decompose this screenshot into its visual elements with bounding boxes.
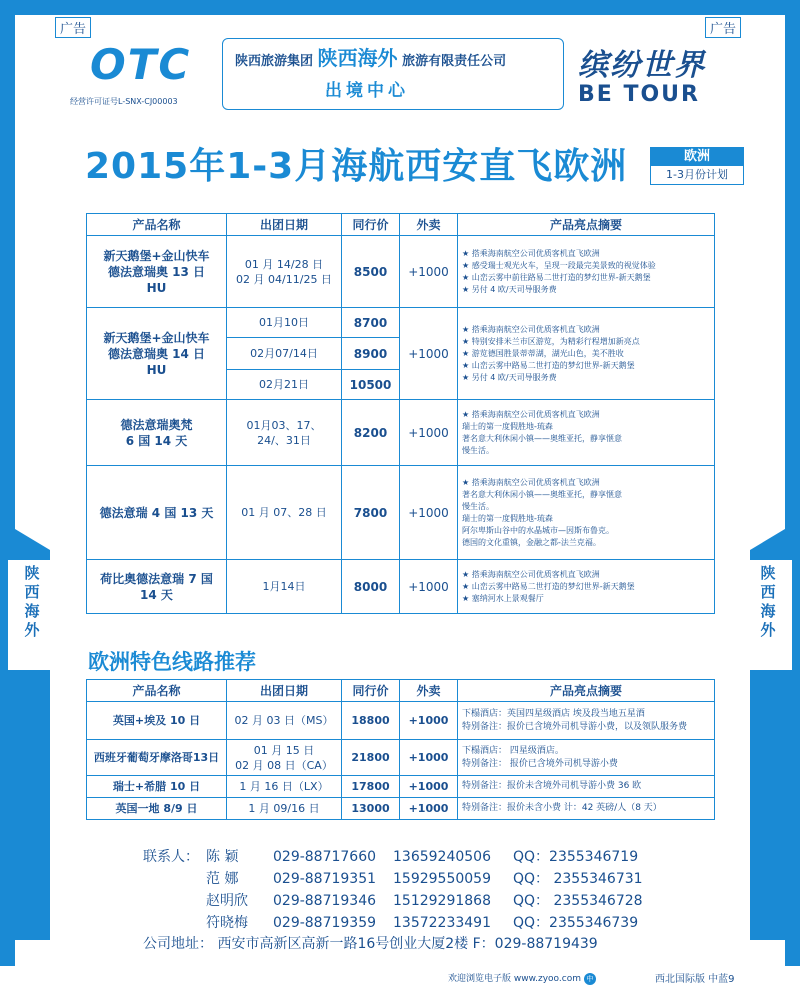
retail-markup: +1000 [400, 466, 458, 560]
company-address: 公司地址： 西安市高新区高新一路16号创业大厦2楼 F：029-88719439 [143, 936, 598, 952]
contacts-label: 联系人： [143, 849, 199, 865]
trade-price: 17800 [342, 776, 400, 798]
contact-phone: 029-88719351 [273, 871, 377, 887]
header-price: 同行价 [342, 680, 400, 702]
header-name: 产品名称 [87, 214, 227, 236]
highlights: ★ 搭乘海南航空公司优质客机直飞欧洲 著名意大利休闲小镇——奥维亚托，静享惬意 慢生活。 瑞士的第一度假胜地-琉森 阿尔卑斯山谷中的水晶城市—因斯布鲁克。 德国的文化重镇，金融之都-法兰克福。 [458, 466, 715, 560]
departure-date: 02 月 03 日（MS） [227, 702, 342, 740]
table-row [87, 798, 715, 820]
header-price: 同行价 [342, 214, 400, 236]
contact-name: 陈 颖 [206, 849, 239, 865]
trade-price: 8000 [342, 560, 400, 614]
footer-url: 欢迎浏览电子版 www.zyoo.com [448, 974, 581, 984]
header-sell: 外卖 [400, 680, 458, 702]
table-row [87, 236, 715, 308]
departure-date: 01 月 15 日 02 月 08 日（CA） [227, 740, 342, 776]
table-row [87, 466, 715, 560]
contact-mobile: 13659240506 [393, 849, 491, 865]
header-highlights: 产品亮点摘要 [458, 214, 715, 236]
featured-routes-table [86, 679, 715, 820]
frame-top [0, 0, 800, 15]
highlights: ★ 搭乘海南航空公司优质客机直飞欧洲 ★ 山峦云雾中路易二世打造的梦幻世界-新天鹅堡 ★ 塞纳河水上景观餐厅 [458, 560, 715, 614]
retail-markup: +1000 [400, 308, 458, 400]
contact-phone: 029-88717660 [273, 849, 377, 865]
retail-markup: +1000 [400, 400, 458, 466]
company-short: 陕西海外 [317, 46, 398, 70]
department-name: 出境中心 [325, 81, 409, 101]
contact-mobile: 15929550059 [393, 871, 491, 887]
ad-label-right: 广告 [705, 17, 741, 38]
departure-date: 02月07/14日 [227, 338, 342, 370]
highlights: 下榻酒店： 四星级酒店。 特别备注： 报价已含境外司机导游小费 [458, 740, 715, 776]
table-row [87, 400, 715, 466]
group-name: 陕西旅游集团 [235, 54, 314, 69]
company-name [235, 42, 506, 71]
product-name: 荷比奥德法意瑞 7 国 14 天 [87, 560, 227, 614]
europe-badge [650, 147, 744, 185]
product-name: 英国一地 8/9 日 [87, 798, 227, 820]
header-highlights: 产品亮点摘要 [458, 680, 715, 702]
section-title: 欧洲特色线路推荐 [88, 650, 256, 674]
contact-qq: QQ：2355346739 [513, 915, 639, 931]
retail-markup: +1000 [400, 236, 458, 308]
departure-date: 1 月 16 日（LX） [227, 776, 342, 798]
departure-date: 01月03、17、 24/、31日 [227, 400, 342, 466]
product-name: 瑞士+希腊 10 日 [87, 776, 227, 798]
retail-markup: +1000 [400, 740, 458, 776]
product-name: 德法意瑞奥梵 6 国 14 天 [87, 400, 227, 466]
ad-label-left: 广告 [55, 17, 91, 38]
highlights: 下榻酒店：英国四星级酒店 埃及段当地五星酒 特别备注：报价已含境外司机导游小费，以及领队服务费 [458, 702, 715, 740]
product-name: 德法意瑞 4 国 13 天 [87, 466, 227, 560]
page-title: 2015年1-3月海航西安直飞欧洲 [85, 146, 628, 187]
table-row [87, 702, 715, 740]
trade-price: 7800 [342, 466, 400, 560]
trade-price: 10500 [342, 370, 400, 400]
publisher-logo-icon: 中 [584, 973, 596, 985]
trade-price: 8900 [342, 338, 400, 370]
header-date: 出团日期 [227, 680, 342, 702]
table-row [87, 740, 715, 776]
contact-mobile: 15129291868 [393, 893, 491, 909]
contact-row [143, 890, 743, 912]
departure-date: 01 月 14/28 日 02 月 04/11/25 日 [227, 236, 342, 308]
product-name: 英国+埃及 10 日 [87, 702, 227, 740]
contacts [143, 846, 743, 934]
contact-row [143, 912, 743, 934]
license-number: 经营许可证号L-SNX-CJ00003 [70, 97, 178, 106]
retail-markup: +1000 [400, 798, 458, 820]
highlights: ★ 搭乘海南航空公司优质客机直飞欧洲 瑞士的第一度假胜地-琉森 著名意大利休闲小镇——奥维亚托，静享惬意 慢生活。 [458, 400, 715, 466]
product-name: 西班牙葡萄牙摩洛哥13日 [87, 740, 227, 776]
trade-price: 21800 [342, 740, 400, 776]
product-name: 新天鹅堡+金山快车 德法意瑞奥 13 日 HU [87, 236, 227, 308]
contact-name: 符晓梅 [206, 915, 248, 931]
contact-name: 赵明欣 [206, 893, 248, 909]
retail-markup: +1000 [400, 776, 458, 798]
footer-edition: 西北国际版 中蓝9 [655, 974, 735, 985]
departure-date: 01 月 07、28 日 [227, 466, 342, 560]
table-row [87, 308, 715, 338]
retail-markup: +1000 [400, 702, 458, 740]
contact-row [143, 868, 743, 890]
contact-qq: QQ：2355346719 [513, 849, 639, 865]
contact-mobile: 13572233491 [393, 915, 491, 931]
badge-line1: 欧洲 [651, 148, 743, 166]
contact-phone: 029-88719359 [273, 915, 377, 931]
trade-price: 8500 [342, 236, 400, 308]
departure-date: 02月21日 [227, 370, 342, 400]
highlights: 特别备注：报价未含境外司机导游小费 36 欧 [458, 776, 715, 798]
trade-price: 13000 [342, 798, 400, 820]
highlights: ★ 搭乘海南航空公司优质客机直飞欧洲 ★ 特别安排米兰市区游览，为精彩行程增加新亮点 ★ 游览德国胜景蒂蒂湖，湖光山色，美不胜收 ★ 山峦云雾中路易二世打造的梦幻世界-新天鹅堡 ★ 另付 4 欧/天司导服务费 [458, 308, 715, 400]
header-date: 出团日期 [227, 214, 342, 236]
departure-date: 01月10日 [227, 308, 342, 338]
table-row [87, 560, 715, 614]
header-name: 产品名称 [87, 680, 227, 702]
trade-price: 8700 [342, 308, 400, 338]
contact-qq: QQ： 2355346731 [513, 871, 643, 887]
badge-line2: 1-3月份计划 [666, 168, 728, 181]
footer-text [448, 971, 596, 985]
contact-row [143, 846, 743, 868]
side-label-left: 陕 西 海 外 [8, 560, 56, 670]
retail-markup: +1000 [400, 560, 458, 614]
brand-cn: 缤纷世界 [578, 48, 706, 83]
company-rest: 旅游有限责任公司 [402, 54, 507, 69]
contact-phone: 029-88719346 [273, 893, 377, 909]
highlights: ★ 搭乘海南航空公司优质客机直飞欧洲 ★ 感受瑞士观光火车，呈现一段最完美景致的视觉体验 ★ 山峦云雾中前往路易二世打造的梦幻世界-新天鹅堡 ★ 另付 4 欧/天司导服务费 [458, 236, 715, 308]
departure-date: 1 月 09/16 日 [227, 798, 342, 820]
side-label-right: 陕 西 海 外 [744, 560, 792, 670]
trade-price: 8200 [342, 400, 400, 466]
brand-en: BE TOUR [578, 82, 700, 107]
otc-logo: OTC [90, 40, 192, 89]
product-name: 新天鹅堡+金山快车 德法意瑞奥 14 日 HU [87, 308, 227, 400]
trade-price: 18800 [342, 702, 400, 740]
contact-qq: QQ： 2355346728 [513, 893, 643, 909]
highlights: 特别备注：报价未含小费 计：42 英磅/人（8 天） [458, 798, 715, 820]
contact-name: 范 娜 [206, 871, 239, 887]
departure-date: 1月14日 [227, 560, 342, 614]
table-row [87, 776, 715, 798]
europe-table [86, 213, 715, 614]
header-sell: 外卖 [400, 214, 458, 236]
